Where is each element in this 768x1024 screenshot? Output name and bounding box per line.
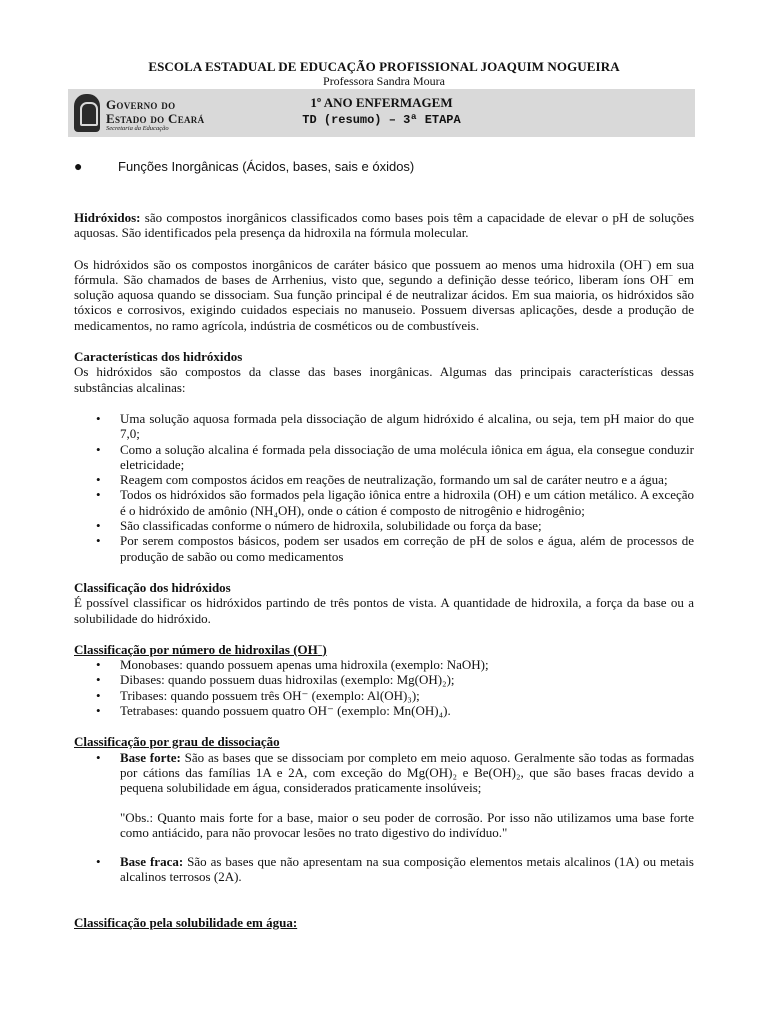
p2-sup-1: − <box>642 256 648 266</box>
intro-term: Hidróxidos: <box>74 210 141 225</box>
strong-base-text: São as bases que se dissociam por completo em meio aquoso. Geralmente são todas as formadas por cátions das famílias 1A e 2A, com exceção do Mg(OH)₂ e Be(OH)₂, que são bases fracas devido a pequena solubilidade em água, considerados praticamente insolúveis; <box>120 749 695 796</box>
list-item: • Como a solução alcalina é formada pela dissociação de uma molécula iônica em água, ela consegue conduzir eletricidade; <box>74 442 694 473</box>
topic-title: Funções Inorgânicas (Ácidos, bases, sais e óxidos) <box>118 159 415 174</box>
observation-note: "Obs.: Quanto mais forte for a base, maior o seu poder de corrosão. Por isso não utilizamos uma base forte como antiácido, para não provocar lesões no trato digestivo do indivíduo." <box>120 809 694 840</box>
document-body <box>74 210 694 930</box>
list-item: • Monobases: quando possuem apenas uma hidroxila (exemplo: NaOH); <box>74 657 694 672</box>
p2-part-c: em solução aquosa quando se dissociam. Sua função principal é de neutralizar ácidos. Em sua maioria, os hidróxidos são tóxicos e corrosivos, exigindo cuidados especiais no manuseio. Possuem diversas aplicações, desde a produção de medicamentos, no ramo agrícola, indústria de cosméticos ou de combustíveis. <box>74 271 694 333</box>
list-item: • Por serem compostos básicos, podem ser usados em correção de pH de solos e água, além de processos de produção de sabão ou como medicamentos <box>74 533 694 564</box>
weak-base-text: São as bases que não apresentam na sua composição elementos metais alcalinos (1A) ou metais alcalinos terrosos (2A). <box>120 854 694 885</box>
list-item: • Reagem com compostos ácidos em reações de neutralização, formando um sal de caráter neutro e a água; <box>74 472 694 487</box>
list-item: • Todos os hidróxidos são formados pela ligação iônica entre a hidroxila (OH) e um cátion metálico. A exceção é o hidróxido de amônio (NH₄OH), onde o cátion é composto de nitrogênio e hidrogênio; <box>74 487 694 518</box>
list-item-weak-base <box>74 854 694 885</box>
list-item: • Dibases: quando possuem duas hidroxilas (exemplo: Mg(OH)₂); <box>74 672 694 687</box>
classification-text: É possível classificar os hidróxidos partindo de três pontos de vista. A quantidade de hidroxila, a força da base ou a solubilidade do hidróxido. <box>74 595 694 626</box>
list-item: • Tribases: quando possuem três OH⁻ (exemplo: Al(OH)₃); <box>74 688 694 703</box>
class-title: 1º ANO ENFERMAGEM <box>310 95 453 110</box>
header-band <box>68 89 695 137</box>
intro-paragraph <box>74 210 694 241</box>
intro-text: são compostos inorgânicos classificados como bases pois têm a capacidade de elevar o pH de soluções aquosas. São identificados pela presença da hidroxila na fórmula molecular. <box>74 210 694 241</box>
by-solubility-heading: Classificação pela solubilidade em água: <box>74 914 298 930</box>
paragraph-2 <box>74 257 694 333</box>
weak-base-term: Base fraca: <box>120 854 184 870</box>
by-dissociation-list <box>74 750 694 796</box>
logo-line-3: Secretaria da Educação <box>106 125 169 132</box>
by-dissociation-list-2 <box>74 854 694 885</box>
bullet-icon: ● <box>74 158 83 174</box>
p2-part-b: ) em sua fórmula. São chamados de bases de Arrhenius, visto que, segundo a definição desse teórico, liberam íons OH <box>74 256 694 287</box>
classification-heading: Classificação dos hidróxidos <box>74 579 231 595</box>
logo-line-1: Governo do <box>106 97 176 112</box>
by-number-heading <box>74 642 694 657</box>
teacher-name: Professora Sandra Moura <box>323 74 445 88</box>
p2-sup-2: − <box>668 271 674 281</box>
by-dissociation-heading: Classificação por grau de dissociação <box>74 734 280 750</box>
strong-base-term: Base forte: <box>120 749 181 765</box>
p2-part-a: Os hidróxidos são os compostos inorgânicos de caráter básico que possuem ao menos uma hidroxila (OH <box>74 256 643 272</box>
list-item: • São classificadas conforme o número de hidroxila, solubilidade ou força da base; <box>74 518 694 533</box>
by-number-heading-sup: − <box>317 641 323 651</box>
list-item: • Tetrabases: quando possuem quatro OH⁻ (exemplo: Mn(OH)₄). <box>74 703 694 718</box>
characteristics-list <box>74 411 694 564</box>
by-number-heading-text: Classificação por número de hidroxilas (OH <box>74 641 318 657</box>
by-number-heading-end: ) <box>322 641 327 657</box>
logo-line-2: Estado do Ceará <box>106 111 205 126</box>
list-item: • Uma solução aquosa formada pela dissociação de algum hidróxido é alcalina, ou seja, tem pH maior do que 7,0; <box>74 411 694 442</box>
characteristics-intro: Os hidróxidos são compostos da classe das bases inorgânicas. Algumas das principais características dessas substâncias alcalinas: <box>74 364 694 395</box>
school-name: ESCOLA ESTADUAL DE EDUCAÇÃO PROFISSIONAL JOAQUIM NOGUEIRA <box>148 59 620 74</box>
class-subtitle: TD (resumo) – 3ª ETAPA <box>302 113 461 127</box>
characteristics-heading: Características dos hidróxidos <box>74 349 243 365</box>
by-number-list <box>74 657 694 718</box>
list-item-strong-base <box>74 750 694 796</box>
